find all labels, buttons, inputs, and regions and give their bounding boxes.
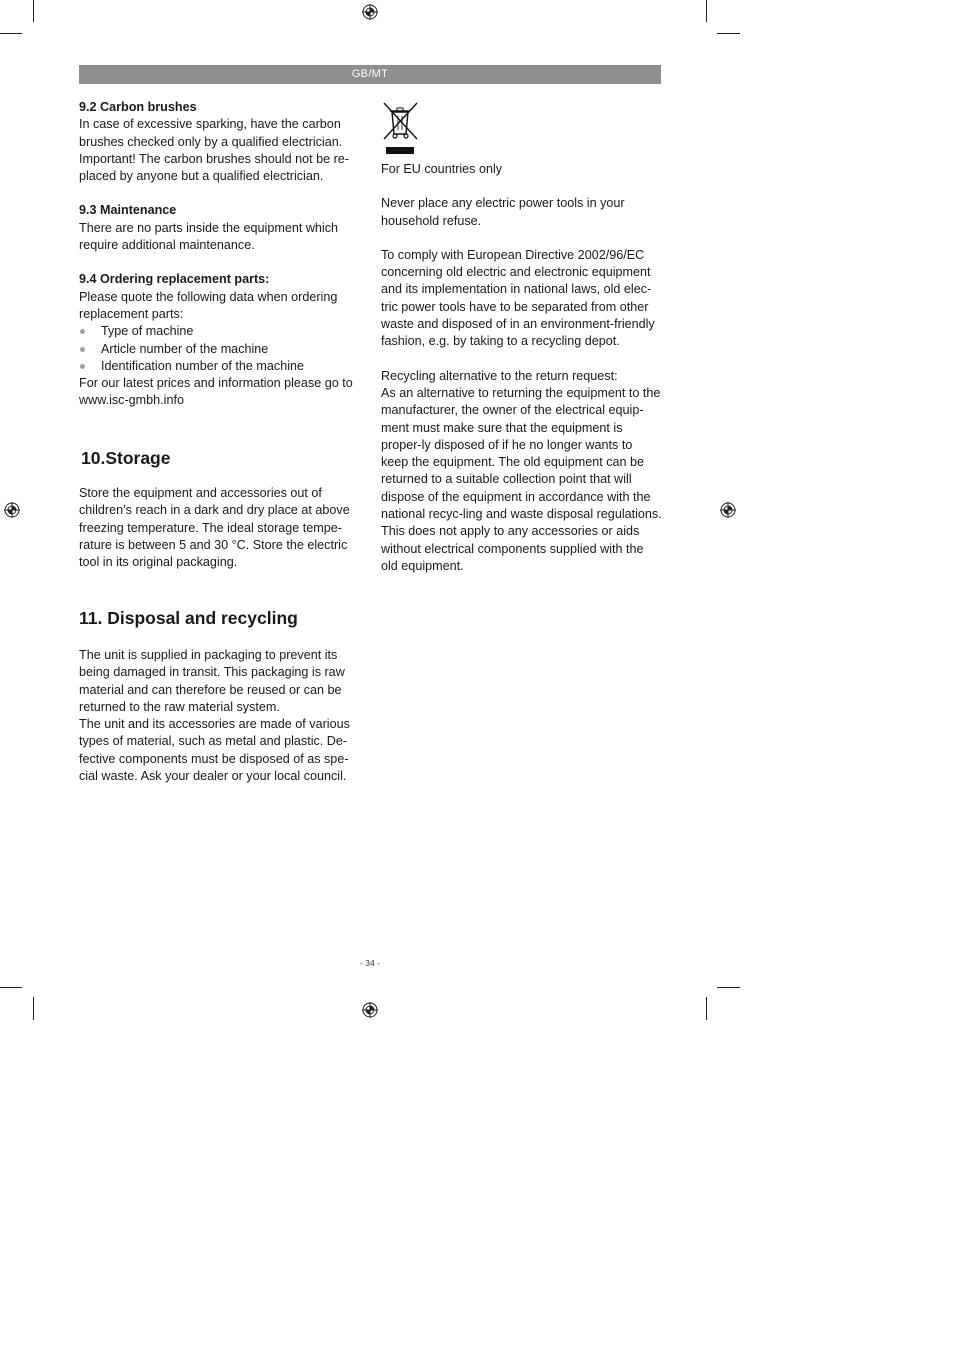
crop-mark: [33, 997, 34, 1020]
replacement-parts-intro: Please quote the following data when ordering replacement parts:: [79, 289, 338, 321]
never-place-text: Never place any electric power tools in your household refuse.: [381, 196, 625, 228]
directive-text: To comply with European Directive 2002/96/EC concerning old electric and electronic equipment and its implementation in national laws, old elec-tric power tools have to be separated from other waste and disposed of in an environment-friendly fashion, e.g. by taking to a recycling depot.: [381, 247, 655, 349]
left-column: [79, 99, 359, 410]
section-title-maintenance: 9.3 Maintenance: [79, 203, 177, 218]
disposal-paragraph-2: The unit and its accessories are made of various types of material, such as metal and plastic. De-fective components must be disposed of as spe-cial waste. Ask your dealer or your local council.: [79, 717, 350, 784]
recycling-alternative-title: Recycling alternative to the return request:: [381, 368, 618, 383]
crop-mark: [706, 0, 707, 22]
registration-mark-icon: [4, 502, 20, 518]
list-item: Identification number of the machine: [79, 358, 359, 375]
crossed-out-wheelie-bin-icon: [381, 101, 419, 157]
crop-mark: [717, 987, 740, 988]
disposal-paragraph-1: The unit is supplied in packaging to prevent its being damaged in transit. This packaging is raw material and can therefore be reused or can be returned to the raw material system.: [79, 648, 345, 714]
disposal-text: [79, 647, 359, 785]
crop-mark: [717, 33, 740, 34]
page-number: - 34 -: [360, 958, 380, 968]
carbon-brushes-text: In case of excessive sparking, have the carbon brushes checked only by a qualified electrician. Important! The carbon brushes should not be re-placed by anyone but a qualified electrician.: [79, 117, 349, 184]
storage-text: Store the equipment and accessories out of children’s reach in a dark and dry place at above freezing temperature. The ideal storage tempe-rature is between 5 and 30 °C. Store the electric tool in its original packaging.: [79, 486, 350, 570]
crop-mark: [706, 997, 707, 1020]
crop-mark: [33, 0, 34, 22]
registration-mark-icon: [720, 502, 736, 518]
maintenance-text: There are no parts inside the equipment which require additional maintenance.: [79, 220, 339, 253]
section-title-replacement-parts: 9.4 Ordering replacement parts:: [79, 272, 270, 287]
registration-mark-icon: [362, 4, 378, 20]
heading-disposal: 11. Disposal and recycling: [79, 608, 298, 628]
right-column: [381, 161, 663, 575]
eu-only-text: For EU countries only: [381, 162, 503, 176]
recycling-alternative-text: As an alternative to returning the equipment to the manufacturer, the owner of the electrical equip-ment must make sure that the equipment is proper-ly disposed of if he no longer wants to keep the equipment. The old equipment can be returned to a suitable collection point that will dispose of the equipment in accordance with the national recyc-ling and waste disposal regulations. This does not apply to any accessories or aids without electrical components supplied with the old equipment.: [381, 385, 662, 573]
crop-mark: [0, 987, 22, 988]
replacement-parts-outro: For our latest prices and information please go to www.isc-gmbh.info: [79, 376, 353, 408]
crop-mark: [0, 33, 22, 34]
replacement-parts-list: [79, 323, 359, 375]
language-header-bar: GB/MT: [79, 65, 661, 84]
list-item: Type of machine: [79, 323, 359, 340]
heading-storage: 10.Storage: [81, 448, 171, 468]
section-title-carbon-brushes: 9.2 Carbon brushes: [79, 100, 197, 114]
registration-mark-icon: [362, 1002, 378, 1018]
list-item: Article number of the machine: [79, 341, 359, 358]
